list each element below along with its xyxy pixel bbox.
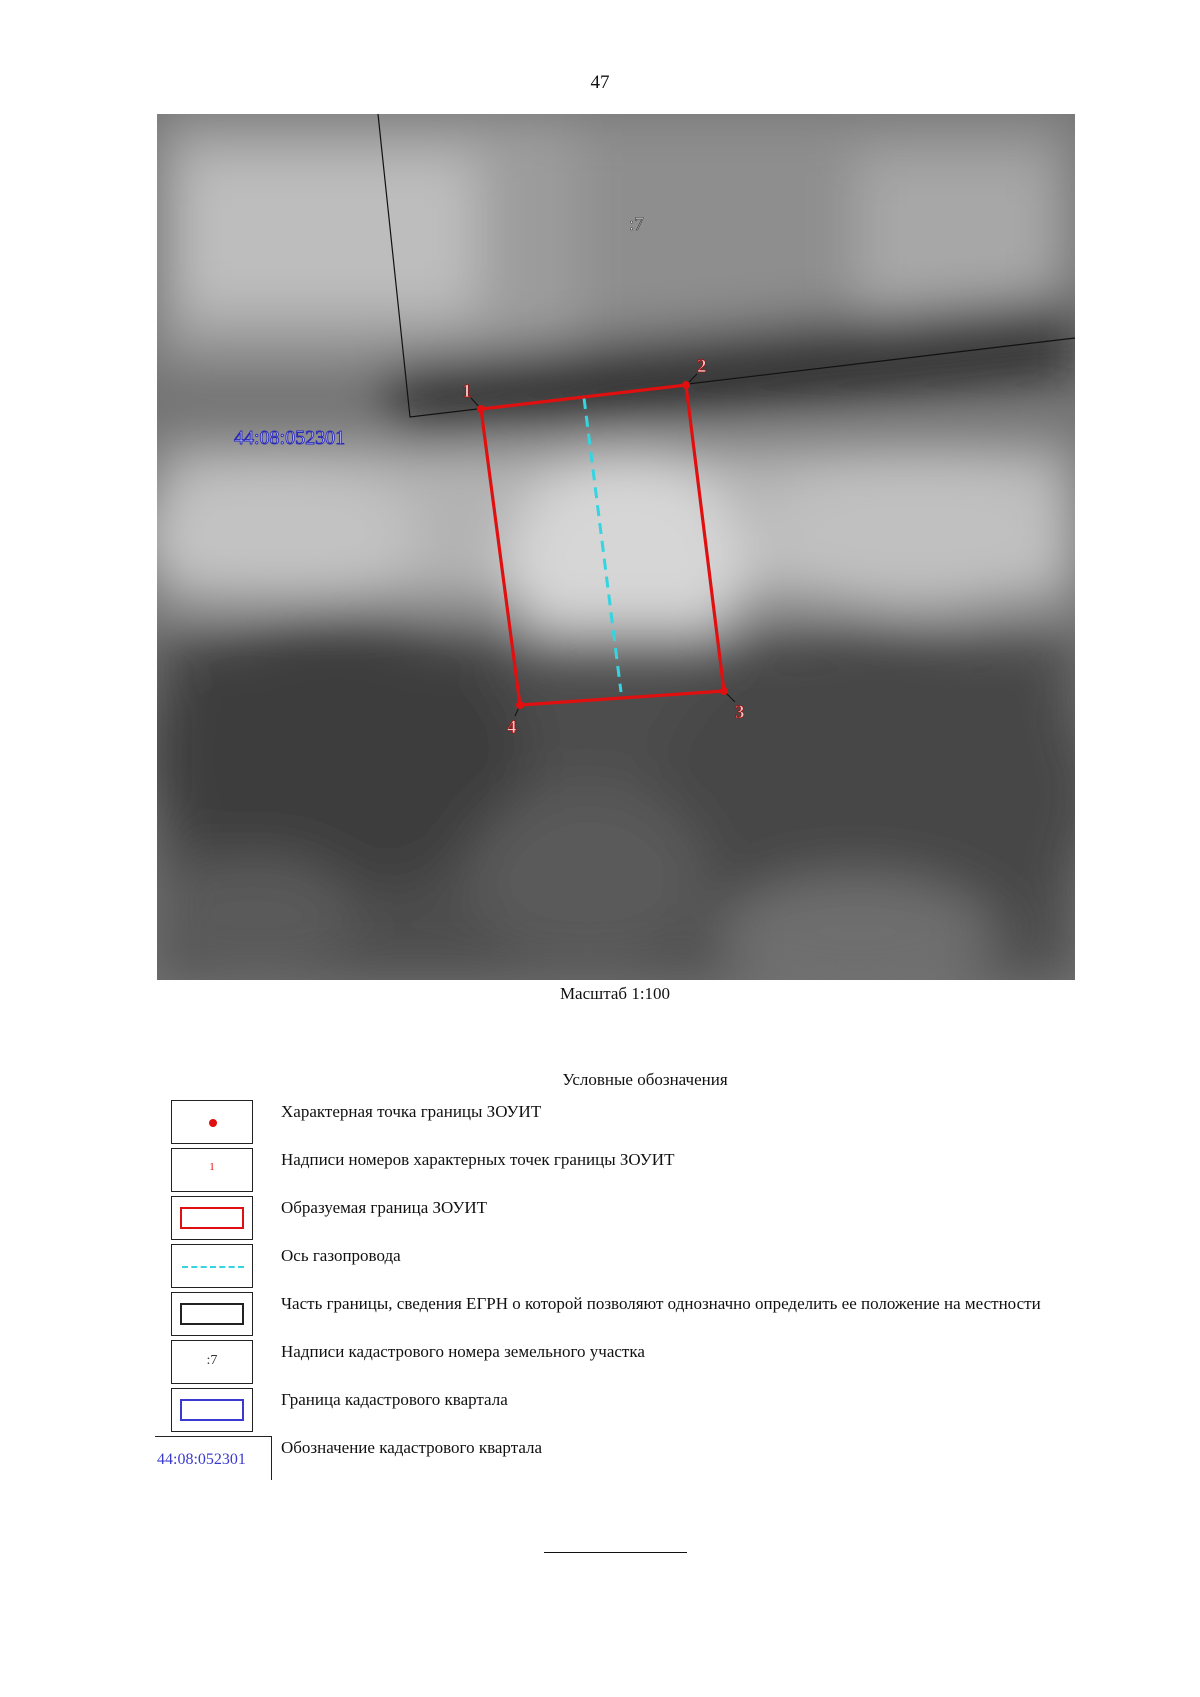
legend-title: Условные обозначения <box>562 1070 728 1089</box>
legend-sample-egrn-boundary <box>171 1292 253 1336</box>
blue-rectangle-icon <box>180 1399 244 1421</box>
legend-sample-parcel-number <box>171 1340 253 1384</box>
quarter-code-sample: 44:08:052301 <box>157 1451 246 1468</box>
cadastral-map <box>157 114 1075 980</box>
point-marker-4 <box>516 701 524 709</box>
end-rule <box>544 1552 687 1553</box>
point-marker-1 <box>477 405 485 413</box>
legend-sample-point <box>171 1100 253 1144</box>
legend-row-quarter-code <box>155 1436 1075 1482</box>
legend-row-zouit-boundary <box>155 1196 1075 1242</box>
legend-sample-point-number <box>171 1148 253 1192</box>
quarter-number-label: 44:08:052301 <box>234 427 346 449</box>
legend-row-point <box>155 1100 1075 1146</box>
point-label-1: 1 <box>462 381 472 402</box>
legend-row-quarter-boundary <box>155 1388 1075 1434</box>
cyan-dashed-line-icon <box>182 1266 244 1268</box>
black-rectangle-icon <box>180 1303 244 1325</box>
aerial-imagery <box>157 114 1075 980</box>
legend-row-egrn-boundary <box>155 1292 1075 1338</box>
legend-text: Характерная точка границы ЗОУИТ <box>281 1102 542 1121</box>
legend-row-point-number <box>155 1148 1075 1194</box>
map-canvas <box>157 114 1075 980</box>
legend-text: Граница кадастрового квартала <box>281 1390 508 1409</box>
point-label-3: 3 <box>735 702 745 723</box>
parcel-number-sample: :7 <box>206 1353 218 1368</box>
legend-text: Надписи номеров характерных точек границы ЗОУИТ <box>281 1150 675 1169</box>
point-marker-3 <box>720 687 728 695</box>
point-number-sample: 1 <box>209 1161 215 1173</box>
legend-text: Образуемая граница ЗОУИТ <box>281 1198 488 1217</box>
legend-text: Ось газопровода <box>281 1246 401 1265</box>
point-label-2: 2 <box>697 356 707 377</box>
parcel-number-label: :7 <box>629 214 644 235</box>
map-scale: Масштаб 1:100 <box>559 984 671 1003</box>
legend-row-parcel-number <box>155 1340 1075 1386</box>
legend-text: Надписи кадастрового номера земельного участка <box>281 1342 645 1361</box>
legend-text: Обозначение кадастрового квартала <box>281 1438 543 1457</box>
legend-sample-gas-axis <box>171 1244 253 1288</box>
legend-sample-quarter-code <box>155 1436 272 1480</box>
legend-text: Часть границы, сведения ЕГРН о которой позволяют однозначно определить ее положение на местности <box>281 1294 1041 1313</box>
legend-sample-zouit-boundary <box>171 1196 253 1240</box>
red-rectangle-icon <box>180 1207 244 1229</box>
page-number: 47 <box>590 72 610 93</box>
point-symbol-icon <box>209 1119 217 1127</box>
legend-row-gas-axis <box>155 1244 1075 1290</box>
point-label-4: 4 <box>507 717 517 738</box>
legend-sample-quarter-boundary <box>171 1388 253 1432</box>
point-marker-2 <box>682 381 690 389</box>
